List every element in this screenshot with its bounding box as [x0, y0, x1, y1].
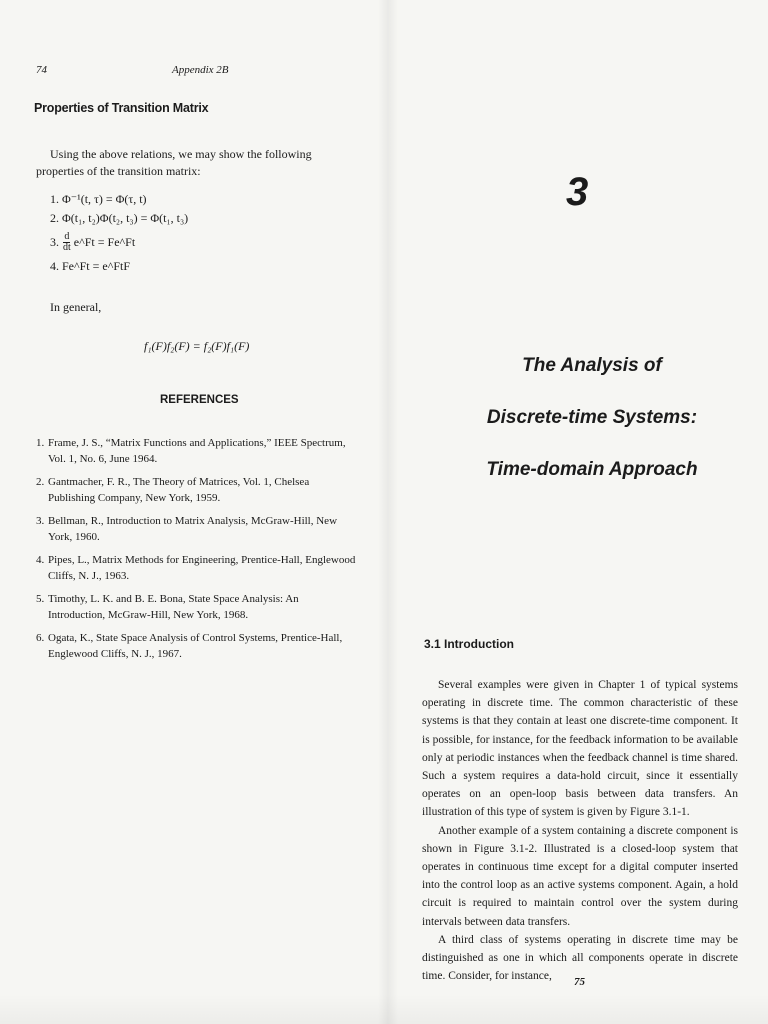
references-heading: REFERENCES: [160, 394, 239, 406]
lead-paragraph: Using the above relations, we may show the following properties of the transition matrix:: [36, 147, 312, 178]
reference-item: 2. Gantmacher, F. R., The Theory of Matrices, Vol. 1, Chelsea Publishing Company, New York, 1959.: [36, 476, 310, 504]
running-head-title: Appendix 2B: [172, 64, 229, 76]
page-number-left: 74: [36, 64, 47, 76]
reference-item: 5. Timothy, L. K. and B. E. Bona, State Space Analysis: An Introduction, McGraw-Hill, New York, 1968.: [36, 593, 299, 621]
paragraph: A third class of systems operating in discrete time may be distinguished as one in which all components operate in discrete time. Consider, for instance,: [422, 933, 738, 983]
property-list: [50, 190, 188, 276]
chapter-title-line: Time-domain Approach: [486, 459, 698, 480]
section-title: Properties of Transition Matrix: [34, 101, 209, 115]
property-item: 3. $\frac{d}{dt}$ e^Ft = Fe^Ft: [50, 231, 136, 253]
reference-item: 1. Frame, J. S., “Matrix Functions and Applications,” IEEE Spectrum, Vol. 1, No. 6, June 1964.: [36, 437, 346, 465]
property-item: 2. Φ(t₁, t₂)Φ(t₂, t₃) = Φ(t₁, t₃): [50, 211, 189, 225]
general-equation: f₁(F)f₂(F) = f₂(F)f₁(F): [144, 339, 250, 353]
chapter-number: 3: [566, 170, 589, 214]
chapter-title-line: Discrete-time Systems:: [486, 407, 698, 428]
right-page: [398, 0, 768, 1024]
body-text: [422, 676, 738, 985]
left-page: [0, 0, 380, 1024]
paragraph: Another example of a system containing a discrete component is shown in Figure 3.1-2. Illustrated is a closed-loop system that operates in continuous time except for a digital computer inserted into the control loop as an active systems component. Again, a hold circuit is required to maintain control over the system during intervals between data transfers.: [422, 824, 738, 928]
reference-item: 4. Pipes, L., Matrix Methods for Engineering, Prentice-Hall, Englewood Cliffs, N. J., 1963.: [36, 554, 356, 582]
reference-item: 3. Bellman, R., Introduction to Matrix Analysis, McGraw-Hill, New York, 1960.: [36, 515, 338, 543]
reference-list: [36, 436, 356, 670]
chapter-title-line: The Analysis of: [522, 355, 662, 376]
page-number-right: 75: [574, 976, 585, 988]
page-gutter: [378, 0, 398, 1024]
derivative-fraction: $\frac{d}{dt}$: [63, 231, 71, 253]
reference-item: 6. Ogata, K., State Space Analysis of Control Systems, Prentice-Hall, Englewood Cliffs, N. J., 1967.: [36, 632, 343, 660]
paragraph: Several examples were given in Chapter 1 of typical systems operating in discrete time. The common characteristic of these systems is that they contain at least one discrete-time component. It is possible, for instance, for the feedback information to be available only at periodic instances when the feedback channel is time shared. Such a system requires a data-hold circuit, since it essentially operates on an open-loop basis between data transfers. An illustration of this type of system is given by Figure 3.1-1.: [422, 679, 738, 819]
chapter-title: [432, 340, 752, 496]
property-item: 1. Φ⁻¹(t, τ) = Φ(τ, t): [50, 192, 147, 206]
property-item: 4. Fe^Ft = e^FtF: [50, 259, 131, 273]
in-general-text: In general,: [50, 300, 102, 314]
section-heading: 3.1 Introduction: [424, 637, 514, 651]
